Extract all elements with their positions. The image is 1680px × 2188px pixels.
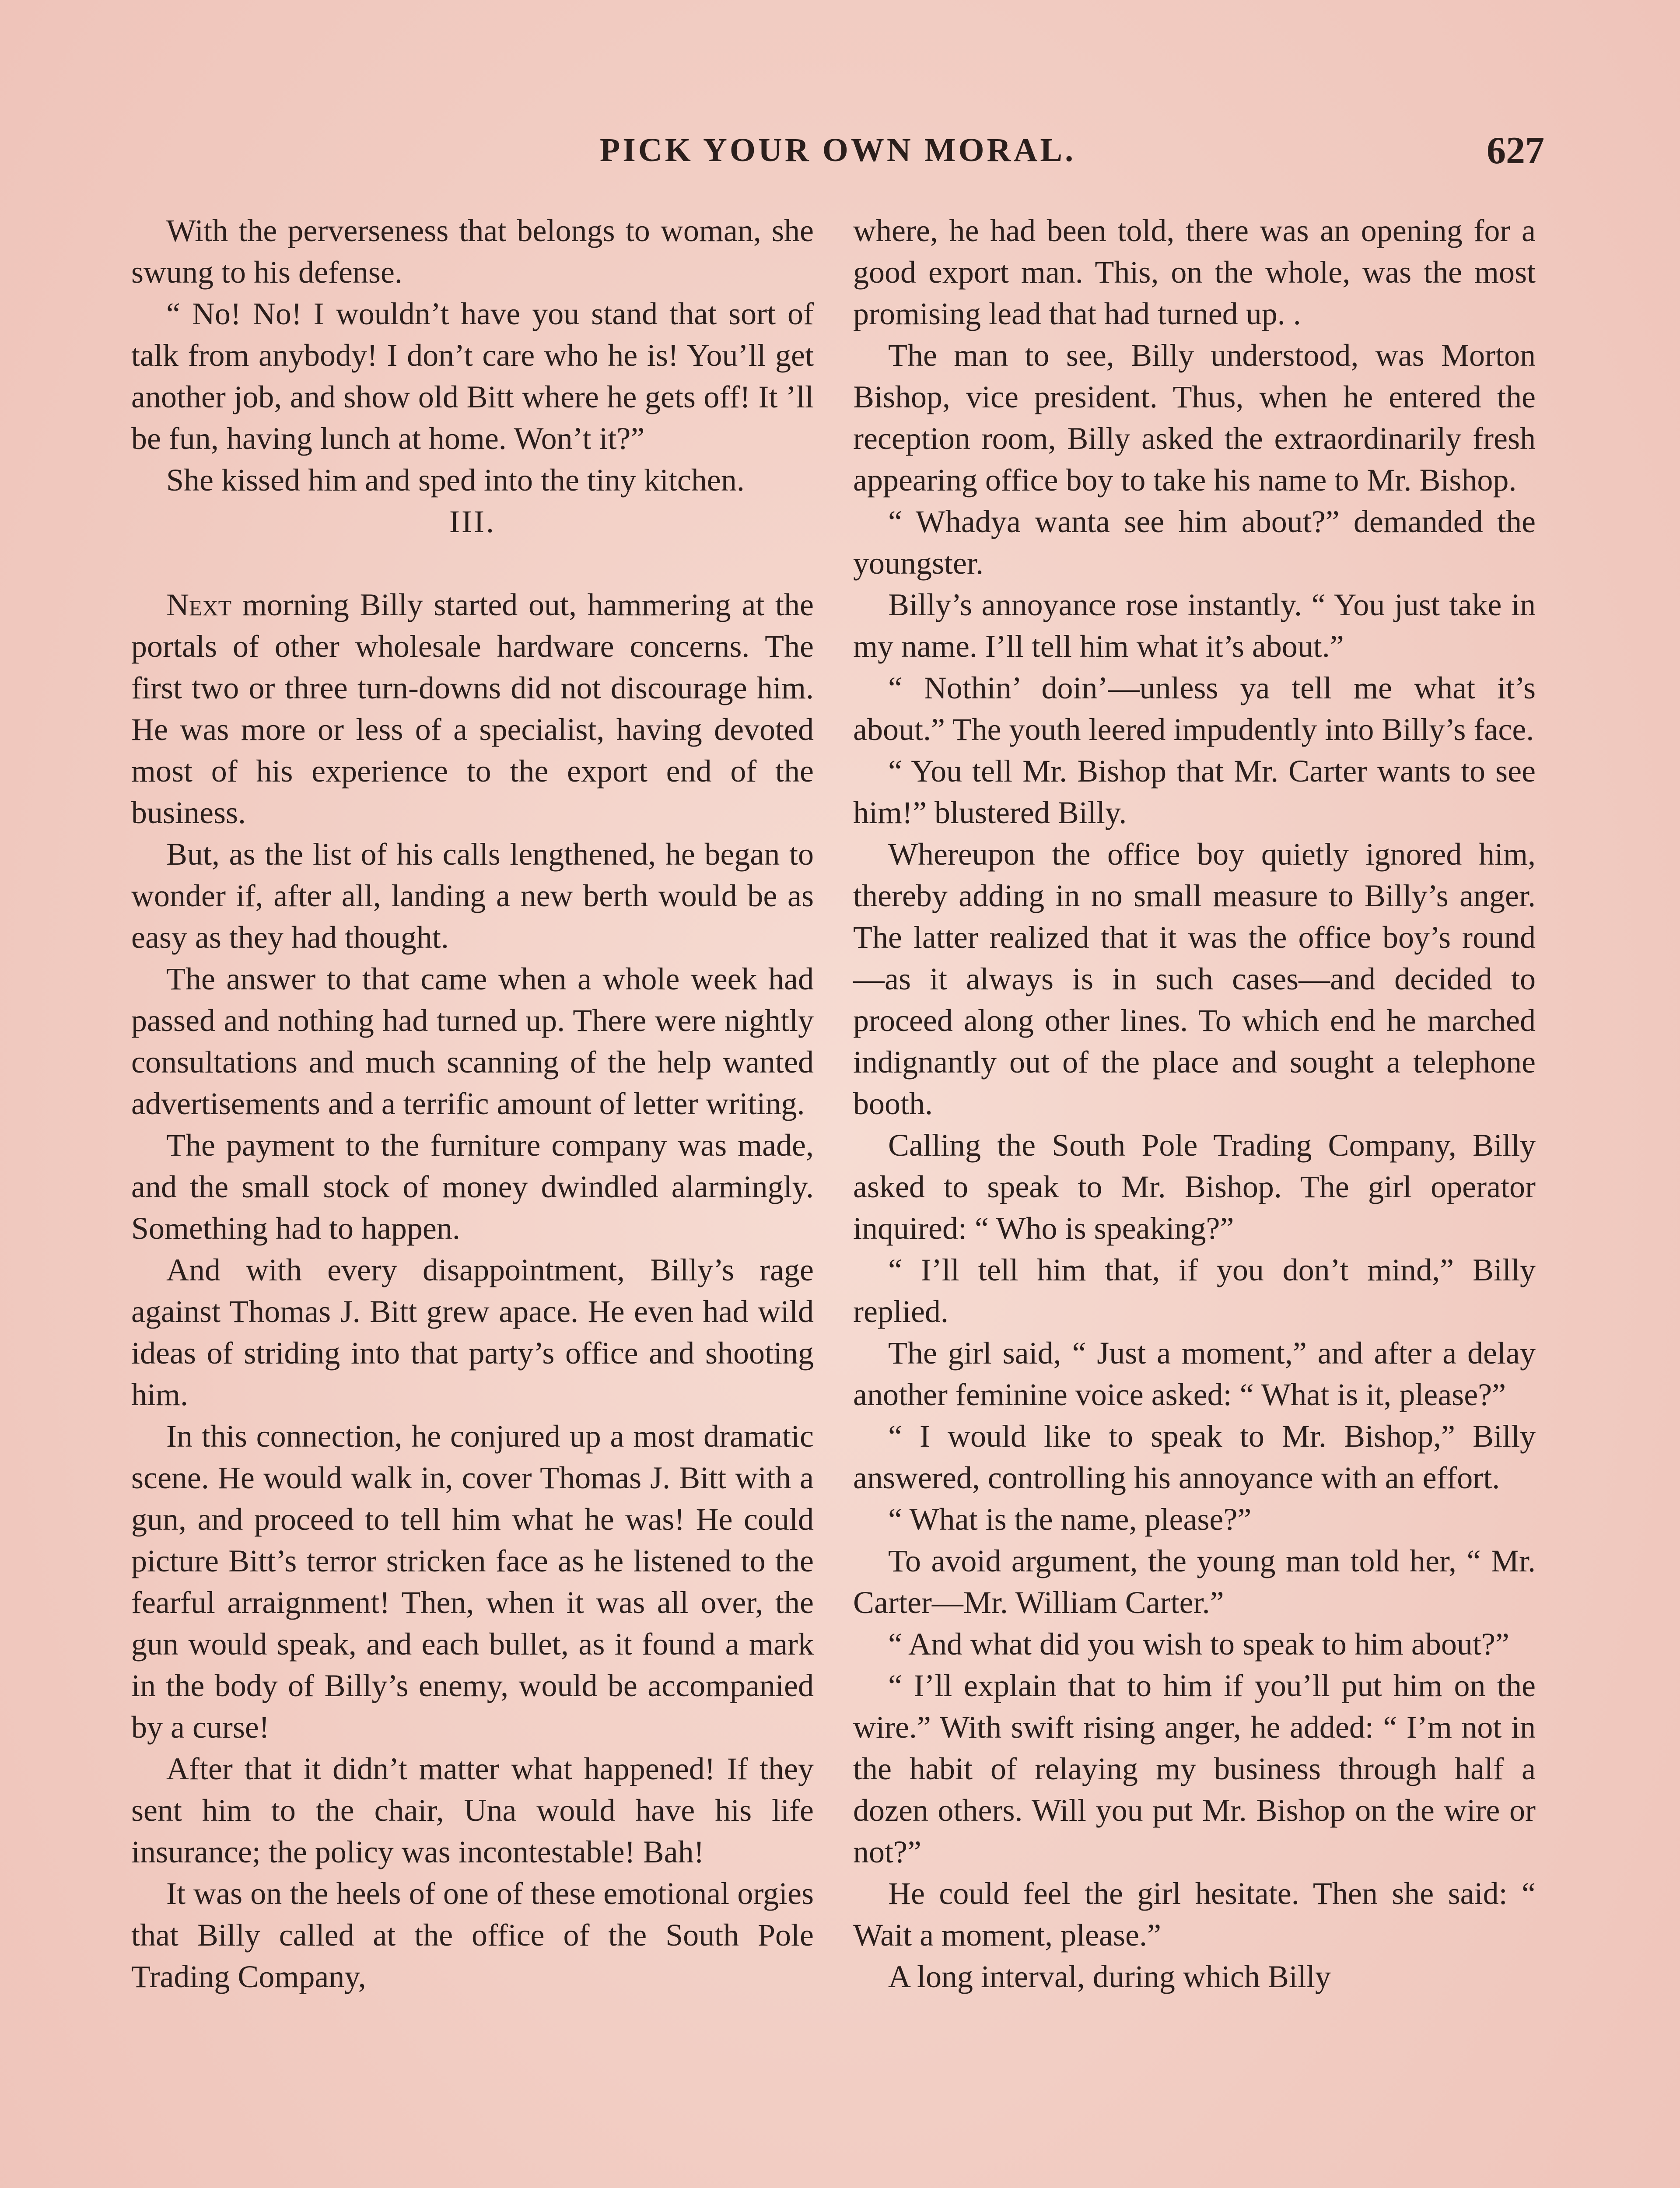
paragraph: With the perverseness that belongs to woman, she swung to his defense. [131,213,814,290]
paragraph: The girl said, “ Just a moment,” and after a delay another feminine voice asked: “ What is it, please?” [853,1336,1536,1412]
left-column [131,210,814,1998]
paragraph: To avoid argument, the young man told her, “ Mr. Carter—Mr. William Carter.” [853,1543,1536,1620]
paragraph: It was on the heels of one of these emotional orgies that Billy called at the office of the South Pole Trading Company, [131,1876,814,1994]
paragraph: The payment to the furniture company was made, and the small stock of money dwindled alarmingly. Something had to happen. [131,1128,814,1246]
paragraph: “ Whadya wanta see him about?” demanded the youngster. [853,504,1536,581]
paragraph: “ No! No! I wouldn’t have you stand that sort of talk from anybody! I don’t care who he is! You’ll get another job, and show old Bitt where he gets off! It ’ll be fun, having lunch at home. Won’t it?” [131,296,814,456]
section-first-paragraph [131,584,814,834]
paragraph: But, as the list of his calls lengthened, he began to wonder if, after all, landing a new berth would be as easy as they had thought. [131,837,814,955]
paragraph: And with every disappointment, Billy’s rage against Thomas J. Bitt grew apace. He even had wild ideas of striding into that party’s office and shooting him. [131,1252,814,1412]
paragraph: Calling the South Pole Trading Company, Billy asked to speak to Mr. Bishop. The girl operator inquired: “ Who is speaking?” [853,1128,1536,1246]
paragraph: In this connection, he conjured up a most dramatic scene. He would walk in, cover Thomas J. Bitt with a gun, and proceed to tell him what he was! He could picture Bitt’s terror stricken face as he listened to the fearful arraignment! Then, when it was all over, the gun would speak, and each bullet, as it found a mark in the body of Billy’s enemy, would be accompanied by a curse! [131,1419,814,1745]
section-heading: III. [449,504,496,539]
paragraph: She kissed him and sped into the tiny kitchen. [166,463,745,498]
page-header [131,131,1544,184]
paragraph: “ I’ll tell him that, if you don’t mind,” Billy replied. [853,1252,1536,1329]
paragraph: “ I would like to speak to Mr. Bishop,” Billy answered, controlling his annoyance with an effort. [853,1419,1536,1495]
section-first-word: Next [166,587,232,622]
paragraph: “ What is the name, please?” [888,1502,1252,1537]
paragraph: After that it didn’t matter what happened! If they sent him to the chair, Una would have his life insurance; the policy was incontestable! Bah! [131,1751,814,1869]
right-column [853,210,1536,1998]
paragraph: He could feel the girl hesitate. Then she said: “ Wait a moment, please.” [853,1876,1536,1953]
paragraph: Billy’s annoyance rose instantly. “ You just take in my name. I’ll tell him what it’s about.” [853,587,1536,664]
paragraph: “ You tell Mr. Bishop that Mr. Carter wants to see him!” blustered Billy. [853,754,1536,830]
page-number: 627 [1487,130,1544,172]
paragraph: “ I’ll explain that to him if you’ll put him on the wire.” With swift rising anger, he added: “ I’m not in the habit of relaying my business through half a dozen others. Will you put Mr. Bishop on the wire or not?” [853,1668,1536,1869]
continuation-paragraph: where, he had been told, there was an opening for a good export man. This, on the whole, was the most promising lead that had turned up. . [853,213,1536,331]
paragraph: “ And what did you wish to speak to him about?” [888,1627,1509,1662]
paragraph: A long interval, during which Billy [888,1959,1331,1994]
paragraph: The man to see, Billy understood, was Morton Bishop, vice president. Thus, when he entered the reception room, Billy asked the extraordinarily fresh appearing office boy to take his name to Mr. Bishop. [853,338,1536,498]
paragraph: “ Nothin’ doin’—unless ya tell me what it’s about.” The youth leered impudently into Billy’s face. [853,670,1536,747]
running-title: PICK YOUR OWN MORAL. [599,132,1076,168]
section-first-paragraph-text: morning Billy started out, hammering at the portals of other wholesale hardware concerns. The first two or three turn-downs did not discourage him. He was more or less of a specialist, having devoted most of his experience to the export end of the business. [131,587,814,830]
paragraph: Whereupon the office boy quietly ignored him, thereby adding in no small measure to Billy’s anger. The latter realized that it was the office boy’s round—as it always is in such cases—and decided to proceed along other lines. To which end he marched indignantly out of the place and sought a telephone booth. [853,837,1536,1121]
paragraph: The answer to that came when a whole week had passed and nothing had turned up. There were nightly consultations and much scanning of the help wanted advertisements and a terrific amount of letter writing. [131,961,814,1121]
